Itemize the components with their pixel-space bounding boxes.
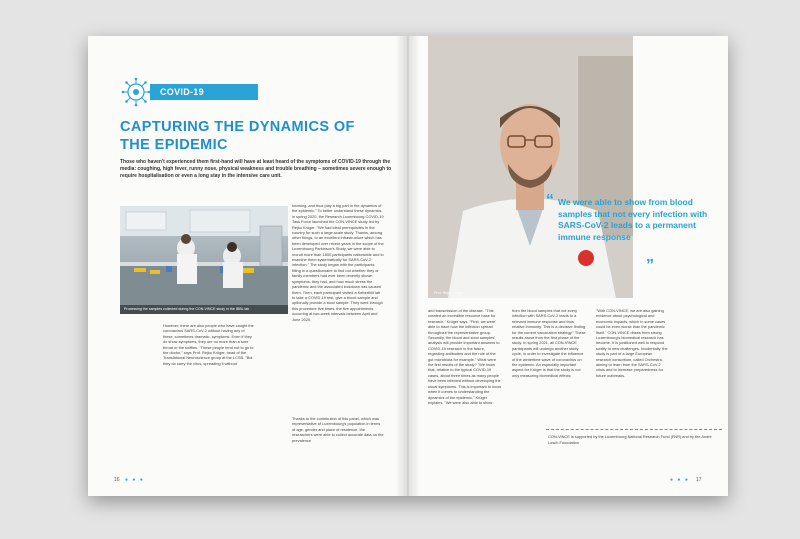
right-body-column-3: "With CON-VINCE, we are also gaining evidence about psychological and economic impacts, which in some cases could be even worse than the pandemic itself." CON-VINCE draws from strong Luxembourg's biomedical research has become. It is positioned well to respond swiftly to new challenges. Incidentally, the study is part of a large European research consortium, called Orchestra, aiming to learn from the SARS-CoV-2 crisis and to increase preparedness for future outbreaks. (596, 308, 668, 378)
lead-paragraph: Those who haven't experienced them first-hand will have at least heard of the symptoms of COVID-19 through the media: coughing, high fever, runny nose, physical weakness and trouble breathing – sometimes severe enough to require hospitalisation or even a long stay in the intensive care unit. (120, 159, 392, 179)
quote-open-mark: “ (546, 192, 554, 209)
lab-photo (120, 206, 288, 314)
article-title (120, 118, 390, 154)
body-column-2-bottom: Thanks to the contribution of this panel, which was representative of Luxembourg's population in terms of age, gender and place of residence, the researchers were able to collect accurate data on the prevalence (292, 416, 384, 443)
spine-shadow (396, 36, 420, 496)
title-line-1: CAPTURING THE DYNAMICS OF (120, 119, 355, 135)
right-page (406, 36, 728, 496)
left-page (88, 36, 406, 496)
page-dots-right: ● ● ● (670, 477, 690, 483)
funding-note: CON-VINCE is supported by the Luxembourg National Research Fund (FNR) and by the André Losch Foundation (548, 434, 712, 445)
lab-photo-caption: Processing the samples collected during the CON-VINCE study in the IBBL lab (120, 305, 288, 314)
page-number-left: 16 (114, 477, 120, 483)
right-body-column-1: and transmission of the disease. "This created an incredible resource base for research," Krüger says. "First, we were able to trace how the infection spread throughout the representative group. Secondly, the blood and stool samples' analysis will provide important answers to COVID-19 research in the future, regarding antibodies and the role of the gut microbiota for example." What were the first results of the study? "We know that, relative to the typical COVID-19 cases, about three times as many people have been infected without developing the usual symptoms. This is important to know when it comes to understanding the dynamics of the epidemic," Krüger explains. "We were also able to show (428, 308, 502, 405)
body-column-1: However, there are also people who have caught the coronavirus SARS-CoV-2 without having any of these, sometimes dramatic, symptoms. Even if they do show symptoms, they are no more than a sore throat or the sniffles. "These people tend not to go to the doctor," says Prof. Rejko Krüger, head of the Translational Neuroscience group at the LCSB. "But they do carry the virus, spreading it without (163, 323, 254, 366)
funding-divider (546, 429, 722, 430)
section-tag: COVID-19 (160, 87, 204, 97)
body-column-2-top: knowing, and thus play a big part in the dynamics of the epidemic." To better understand these dynamics, in spring 2020, the Research Luxembourg COVID-19 Task Force launched the CON-VINCE study led by Rejko Krüger. "We had ideal prerequisites in the country for such a large-scale study. Thanks, among other things, to an excellent infrastructure which has been developed over recent years in the scope of the Luxembourg Parkinson's Study, we were able to recruit more than 1800 participants nationwide and to examine them systematically for SARS-CoV-2 infection." The study began with the participants filling in a questionnaire to find out whether they or family members had ever been recently shown symptoms, they had, and how much stress the pandemic and the associated lockdown has caused them. Then, each participant visited a Ketterthill lab to take a COVID-19 test, give a blood sample and optionally provide a stool sample. They went through this procedure five times, the five appointments occurring at two-week intervals between April and June 2020. (292, 203, 384, 322)
page-number-right: 17 (696, 477, 702, 483)
pull-quote: We were able to show from blood samples that not every infection with SARS-CoV-2 leads to a permanent immune response (558, 197, 708, 242)
page-dots-left: ● ● ● (125, 477, 145, 483)
right-body-column-2: from the blood samples that not every infection with SARS-CoV-2 leads to a relevant immune response and thus relative immunity. This is a decisive finding for the current vaccination strategy." These results arose from the first phase of the study. In spring 2021, all CON-VINCE participants will undergo another study cycle, in order to investigate the influence of the wintertime wave of coronavirus on the epidemic. An especially important aspect for Krüger is that the study is not only measuring biomedical effects (512, 308, 586, 378)
title-line-2: THE EPIDEMIC (120, 137, 228, 153)
portrait-caption: Prof. Rejko Krüger (434, 291, 464, 295)
quote-close-mark: ” (646, 257, 654, 274)
virus-icon (121, 77, 151, 107)
portrait-scene (428, 36, 633, 298)
portrait-photo (428, 36, 633, 298)
lab-scene (120, 206, 288, 314)
